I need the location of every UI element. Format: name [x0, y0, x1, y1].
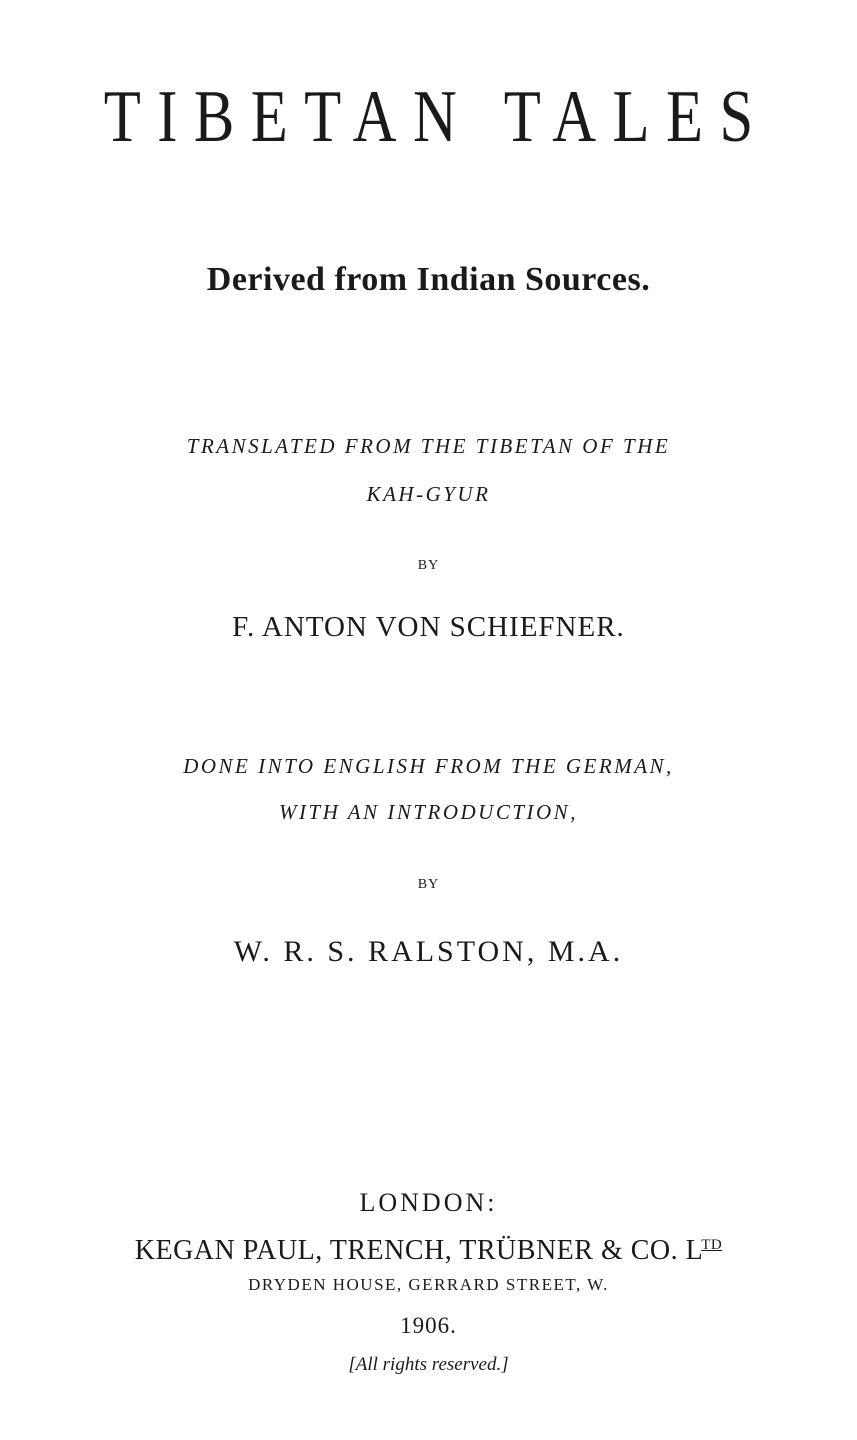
book-subtitle: Derived from Indian Sources. — [206, 261, 651, 298]
imprint-city: LONDON: — [359, 1188, 498, 1217]
imprint-address: DRYDEN HOUSE, GERRARD STREET, W. — [248, 1275, 609, 1294]
imprint-year: 1906. — [400, 1313, 457, 1338]
done-into-english-line-1: DONE INTO ENGLISH FROM THE GERMAN, — [183, 754, 674, 778]
by-label-author: BY — [417, 558, 440, 573]
publisher-suffix: TD — [701, 1237, 723, 1253]
author-name: F. ANTON VON SCHIEFNER. — [232, 611, 625, 643]
by-label-translator: BY — [417, 877, 440, 892]
translator-name: W. R. S. RALSTON, M.A. — [233, 935, 624, 968]
publisher-name: KEGAN PAUL, TRENCH, TRÜBNER & CO. L — [134, 1235, 704, 1266]
translated-from-line-2: KAH-GYUR — [366, 482, 491, 506]
rights-notice: [All rights reserved.] — [348, 1354, 509, 1375]
done-into-english-line-2: WITH AN INTRODUCTION, — [279, 800, 578, 824]
translated-from-line-1: TRANSLATED FROM THE TIBETAN OF THE — [186, 434, 671, 458]
book-title: TIBETAN TALES — [103, 76, 770, 158]
imprint-publisher — [0, 1227, 857, 1269]
